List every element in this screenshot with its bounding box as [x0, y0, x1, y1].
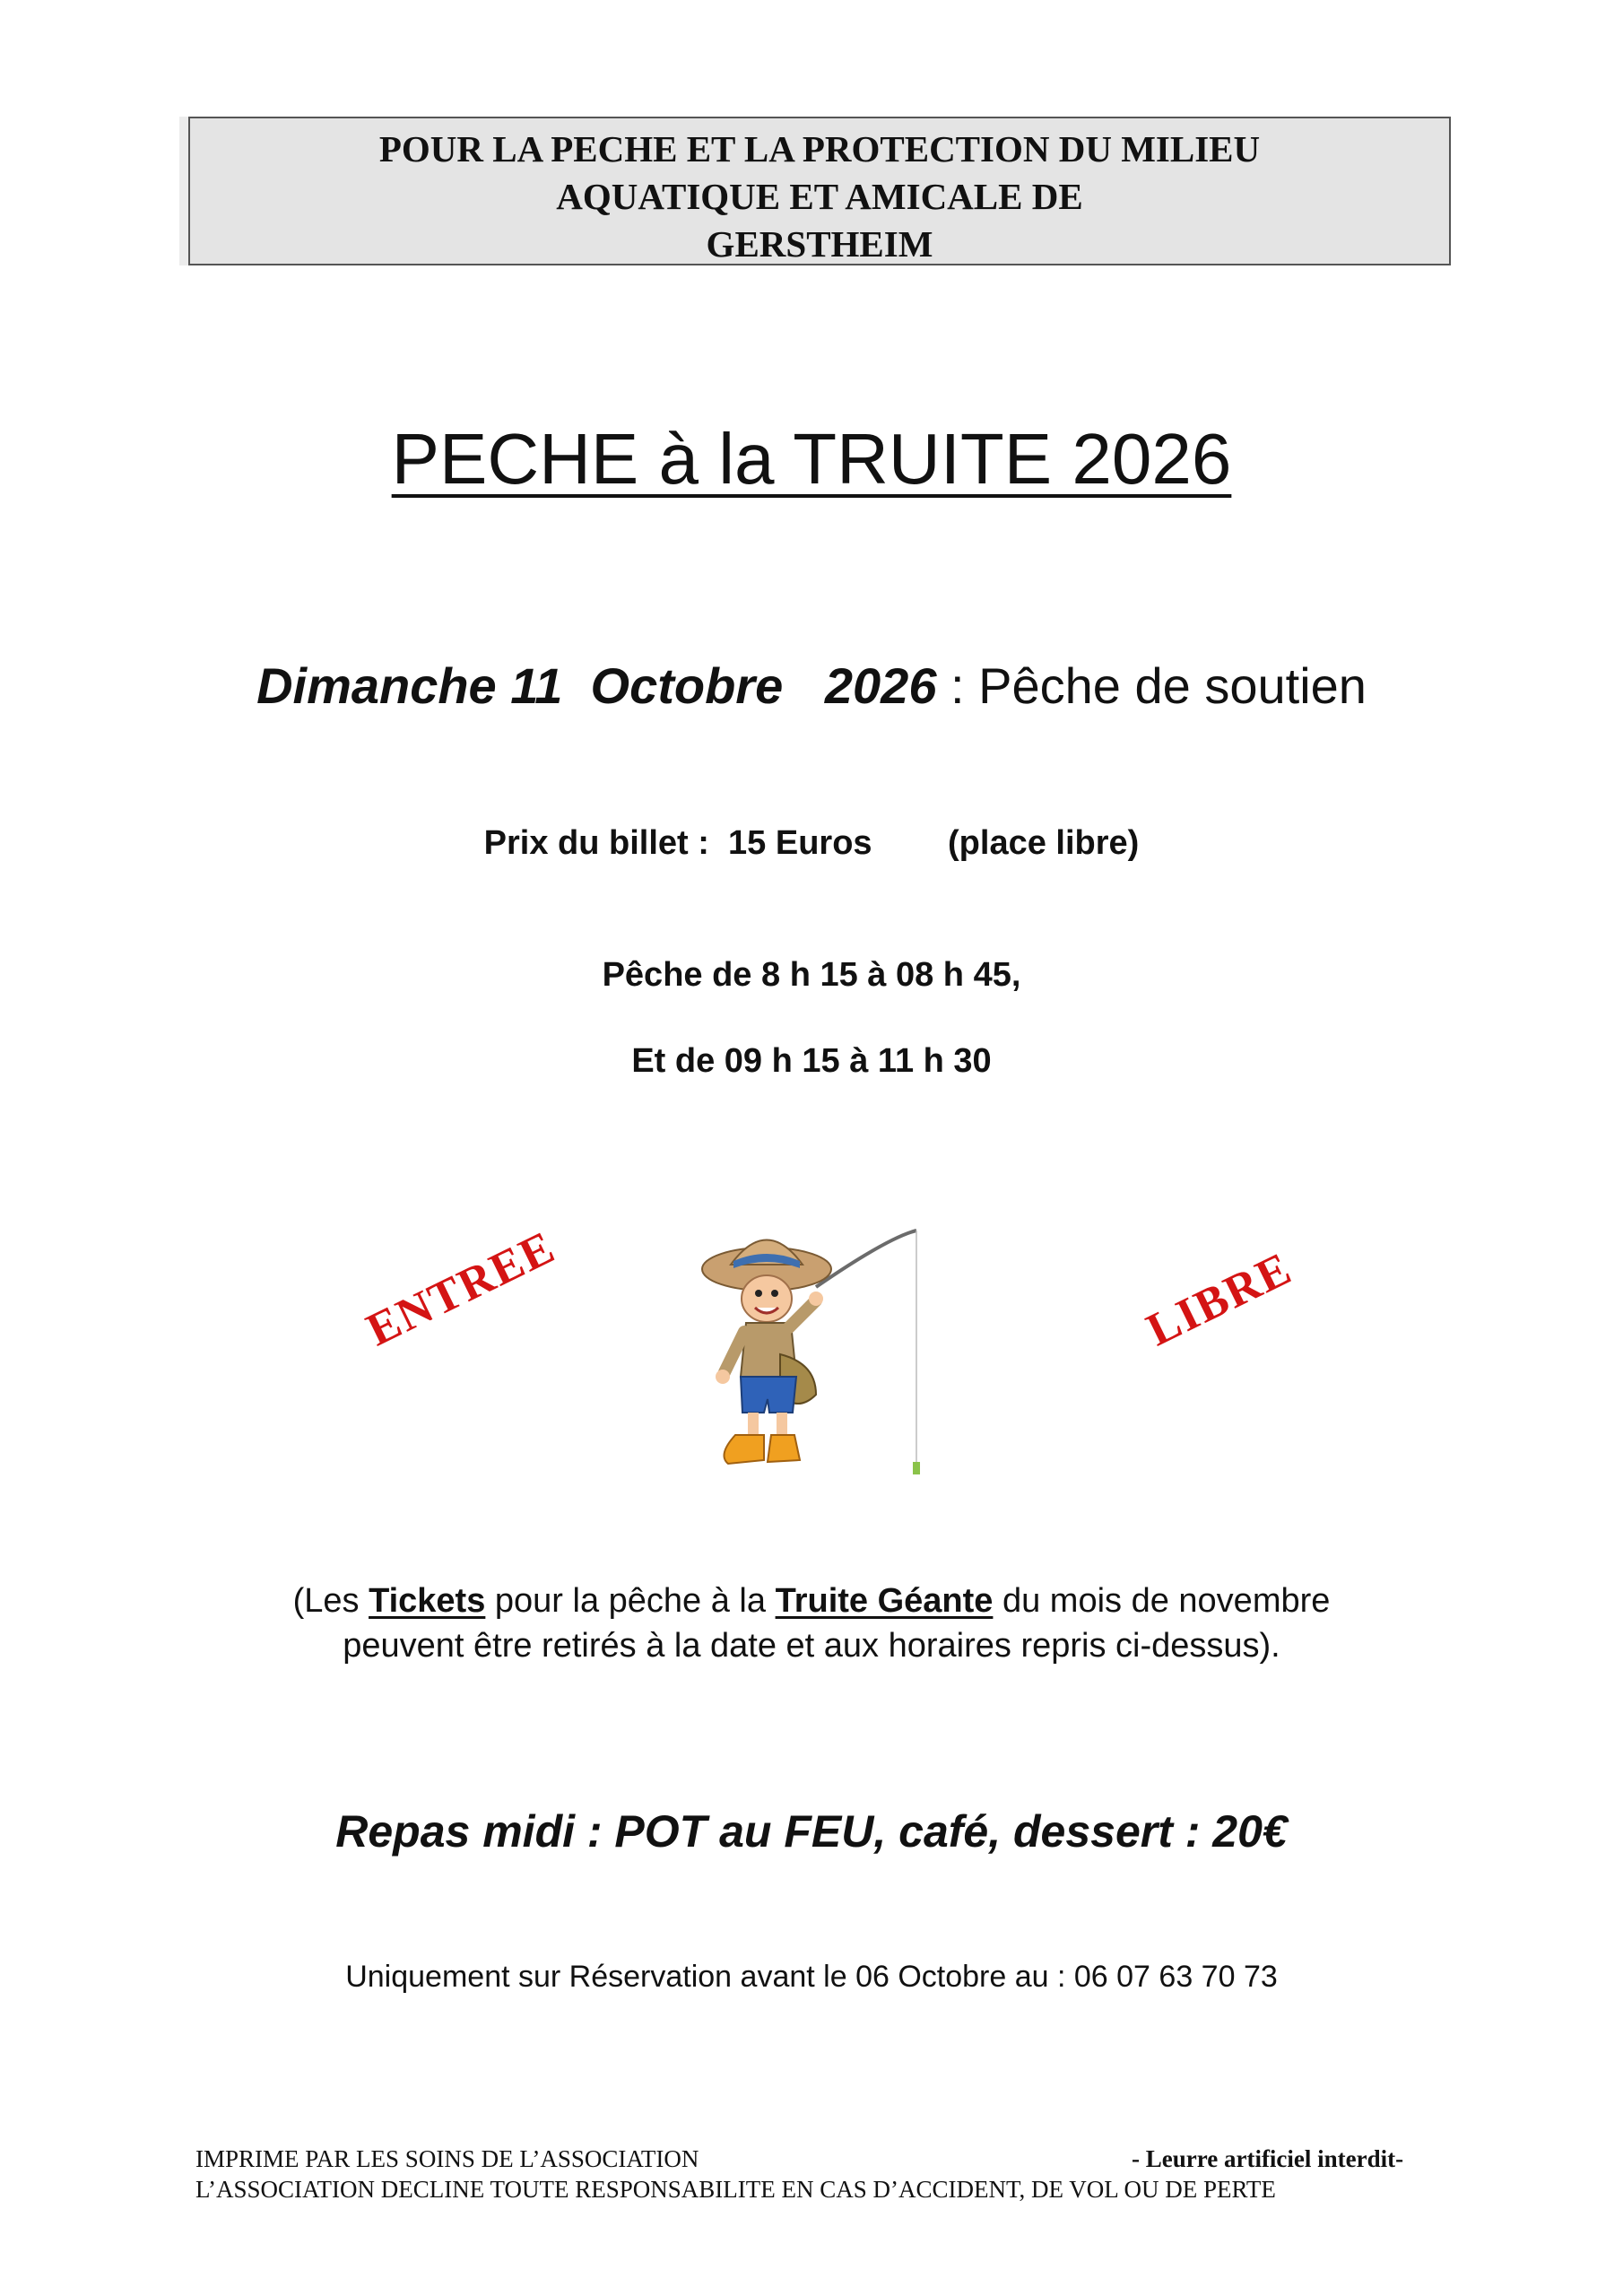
- stamp-libre: LIBRE: [1139, 1242, 1300, 1357]
- event-date: Dimanche 11 Octobre 2026: [256, 657, 937, 714]
- stamp-entree: ENTREE: [359, 1221, 564, 1357]
- fisherman-icon: [681, 1220, 950, 1489]
- footer-disclaimer: L’ASSOCIATION DECLINE TOUTE RESPONSABILITE EN CAS D’ACCIDENT, DE VOL OU DE PERTE: [195, 2176, 1276, 2203]
- reservation-info: Uniquement sur Réservation avant le 06 Octobre au : 06 07 63 70 73: [345, 1960, 1278, 1994]
- header-line-2: AQUATIQUE ET AMICALE DE: [556, 176, 1083, 217]
- footer-lure-notice: - Leurre artificiel interdit-: [1132, 2145, 1404, 2172]
- fishing-hours-2: Et de 09 h 15 à 11 h 30: [631, 1042, 992, 1080]
- tickets-note-end: du mois de novembre: [993, 1582, 1331, 1620]
- truite-geante-word: Truite Géante: [775, 1582, 994, 1620]
- page-title-wrapper: [0, 414, 1623, 504]
- meal-info: Repas midi : POT au FEU, café, dessert : 20€: [335, 1806, 1288, 1857]
- tickets-note: [0, 1578, 1623, 1668]
- tickets-note-mid: pour la pêche à la: [485, 1582, 776, 1620]
- event-date-line: [0, 655, 1623, 718]
- footer-printed-by: IMPRIME PAR LES SOINS DE L’ASSOCIATION: [195, 2145, 699, 2172]
- header-line-3: GERSTHEIM: [706, 223, 933, 265]
- header-shadow: [179, 117, 188, 265]
- tickets-word: Tickets: [369, 1582, 486, 1620]
- tickets-note-line-1: [0, 1578, 1623, 1623]
- fishing-hours-1: Pêche de 8 h 15 à 08 h 45,: [602, 956, 1021, 994]
- ticket-price: Prix du billet : 15 Euros (place libre): [483, 824, 1140, 862]
- association-header: [188, 117, 1451, 265]
- tickets-note-line-2: peuvent être retirés à la date et aux horaires repris ci-dessus).: [343, 1627, 1280, 1665]
- page-title: PECHE à la TRUITE 2026: [391, 419, 1232, 499]
- header-line-1: POUR LA PECHE ET LA PROTECTION DU MILIEU: [378, 128, 1261, 170]
- event-label: Pêche de soutien: [978, 657, 1367, 714]
- event-separator: :: [936, 657, 979, 714]
- tickets-note-open: (Les: [292, 1582, 369, 1620]
